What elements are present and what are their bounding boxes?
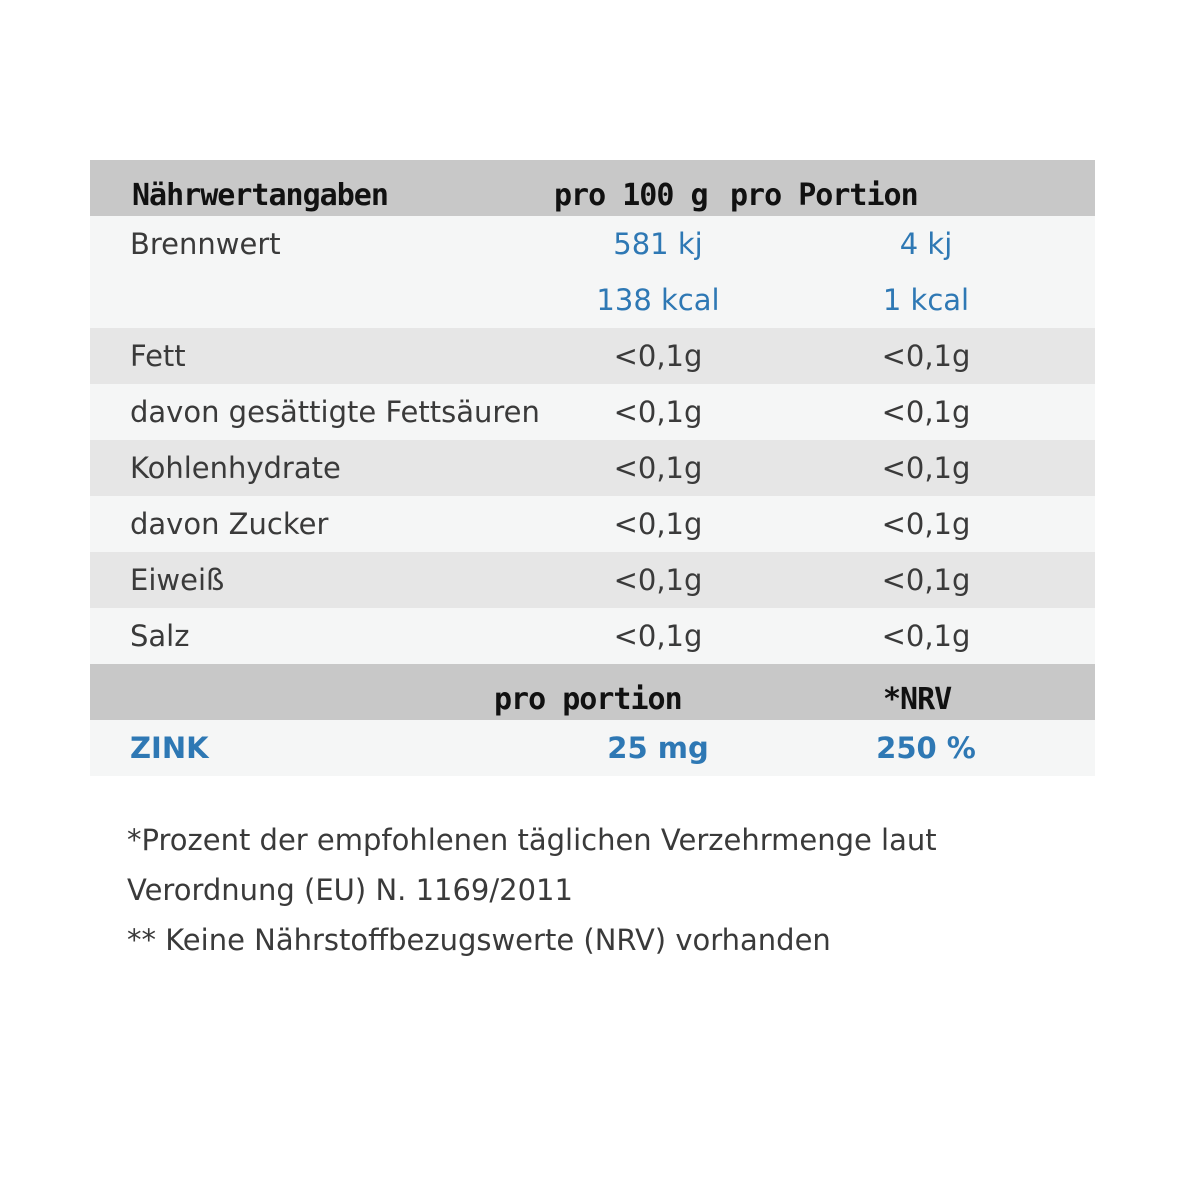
footnotes — [127, 815, 1087, 965]
row-label: Eiweiß — [130, 563, 225, 597]
header-label: Nährwertangaben — [132, 178, 388, 213]
mineral-header-per-portion: pro portion — [494, 682, 682, 717]
row-per-100g: <0,1g — [613, 339, 703, 373]
mineral-per-portion: 25 mg — [607, 731, 709, 765]
row-per-portion: <0,1g — [881, 339, 971, 373]
footnote-nrv-line1: *Prozent der empfohlenen täglichen Verzehrmenge laut — [127, 823, 937, 857]
footnote-nrv-line2: Verordnung (EU) N. 1169/2011 — [127, 873, 573, 907]
mineral-nrv: 250 % — [876, 731, 976, 765]
energy-kj-per-portion: 4 kj — [899, 227, 953, 261]
mineral-header-row — [90, 664, 1095, 720]
table-row — [90, 384, 1095, 440]
row-per-100g: <0,1g — [613, 619, 703, 653]
row-label: Kohlenhydrate — [130, 451, 341, 485]
mineral-label: ZINK — [130, 731, 209, 765]
table-header-row — [90, 160, 1095, 216]
row-per-portion: <0,1g — [881, 451, 971, 485]
mineral-row — [90, 720, 1095, 776]
nutrition-table — [90, 160, 1095, 776]
energy-kcal-per-100g: 138 kcal — [596, 283, 720, 317]
table-row — [90, 496, 1095, 552]
energy-kj-per-100g: 581 kj — [613, 227, 703, 261]
row-per-100g: <0,1g — [613, 507, 703, 541]
table-row — [90, 328, 1095, 384]
table-row — [90, 440, 1095, 496]
energy-kcal-per-portion: 1 kcal — [882, 283, 970, 317]
row-per-100g: <0,1g — [613, 395, 703, 429]
header-per-portion: pro Portion — [730, 178, 918, 213]
footnote-no-nrv: ** Keine Nährstoffbezugswerte (NRV) vorhanden — [127, 923, 831, 957]
header-per-100g: pro 100 g — [554, 178, 708, 213]
row-label: Salz — [130, 619, 190, 653]
energy-label: Brennwert — [130, 227, 281, 261]
row-per-100g: <0,1g — [613, 451, 703, 485]
row-per-portion: <0,1g — [881, 507, 971, 541]
mineral-header-nrv: *NRV — [883, 682, 952, 717]
table-row — [90, 608, 1095, 664]
row-per-portion: <0,1g — [881, 563, 971, 597]
table-row — [90, 552, 1095, 608]
energy-row — [90, 216, 1095, 328]
row-label: davon Zucker — [130, 507, 329, 541]
row-per-portion: <0,1g — [881, 619, 971, 653]
row-label: Fett — [130, 339, 186, 373]
row-per-portion: <0,1g — [881, 395, 971, 429]
row-per-100g: <0,1g — [613, 563, 703, 597]
row-label: davon gesättigte Fettsäuren — [130, 395, 540, 429]
